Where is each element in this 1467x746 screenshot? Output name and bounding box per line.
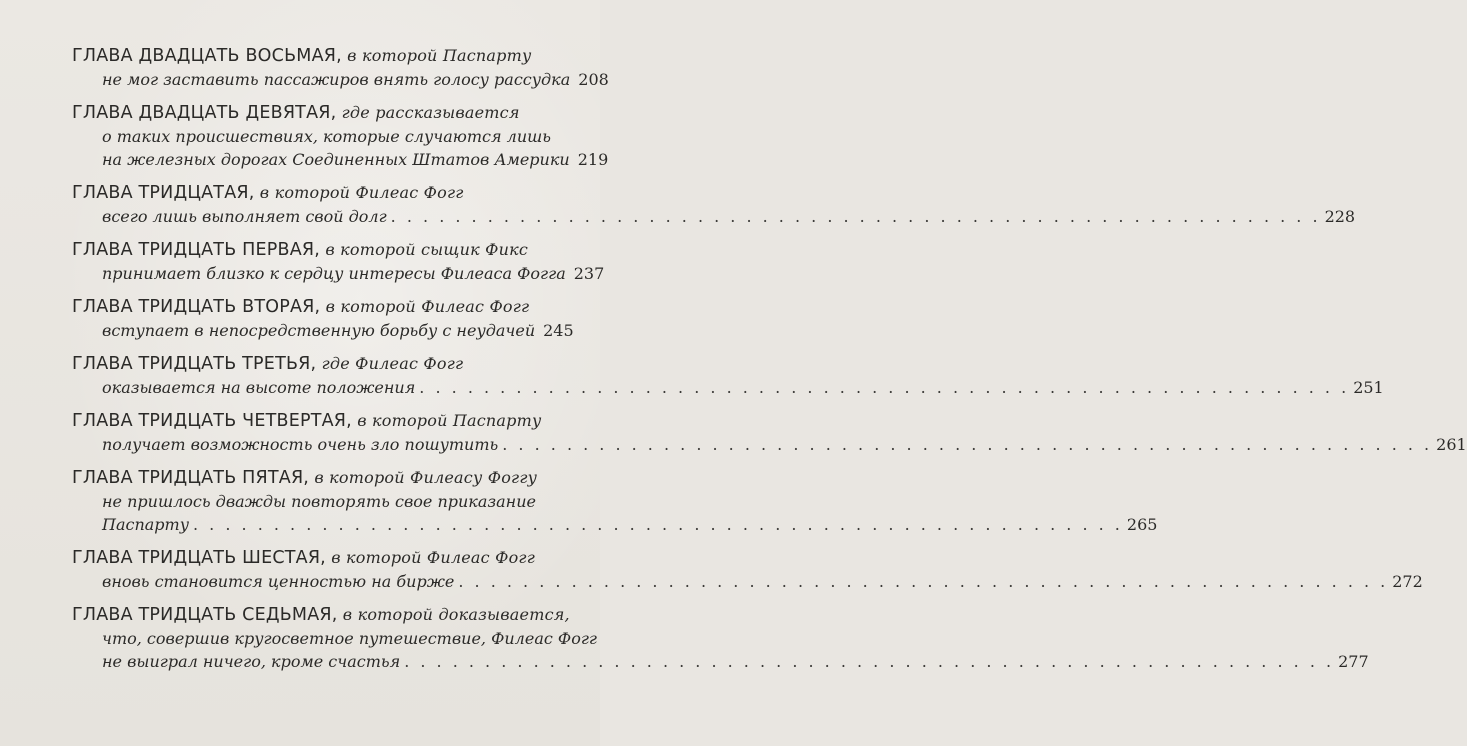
toc-entry xyxy=(72,546,1423,593)
chapter-subtitle-lead: в которой Паспарту xyxy=(351,411,542,430)
leader-dots xyxy=(391,205,1321,228)
subtitle-text: принимает близко к сердцу интересы Филеаса Фогга xyxy=(102,264,566,283)
chapter-heading: ГЛАВА ТРИДЦАТЬ ПЯТАЯ, xyxy=(72,468,310,488)
toc-entry xyxy=(72,295,574,342)
chapter-title xyxy=(72,101,566,125)
chapter-subtitle-line xyxy=(72,433,1467,456)
chapter-subtitle-line xyxy=(72,513,1158,536)
chapter-heading: ГЛАВА ТРИДЦАТАЯ, xyxy=(72,183,255,203)
chapter-title xyxy=(72,238,566,262)
toc-entry xyxy=(72,603,1369,673)
chapter-subtitle-line xyxy=(72,650,1369,673)
chapter-title xyxy=(72,44,566,68)
chapter-heading: ГЛАВА ТРИДЦАТЬ ВТОРАЯ, xyxy=(72,297,321,317)
chapter-heading: ГЛАВА ТРИДЦАТЬ ЧЕТВЕРТАЯ, xyxy=(72,411,352,431)
page-number: 277 xyxy=(1338,652,1369,671)
subtitle-text: Паспарту xyxy=(102,515,189,534)
subtitle-text: всего лишь выполняет свой долг xyxy=(102,207,387,226)
chapter-subtitle-lead: в которой Филеас Фогг xyxy=(325,548,535,567)
toc-entry xyxy=(72,181,1356,228)
toc-entry xyxy=(72,466,1158,536)
subtitle-text: получает возможность очень зло пошутить xyxy=(102,435,499,454)
chapter-subtitle-line xyxy=(72,262,605,285)
chapter-heading: ГЛАВА ТРИДЦАТЬ СЕДЬМАЯ, xyxy=(72,605,338,625)
leader-dots xyxy=(419,376,1349,399)
toc-entry xyxy=(72,101,609,171)
subtitle-text: вновь становится ценностью на бирже xyxy=(102,572,455,591)
page-number: 272 xyxy=(1392,572,1423,591)
leader-dots xyxy=(404,650,1334,673)
chapter-subtitle-lead: где Филеас Фогг xyxy=(316,354,464,373)
chapter-title xyxy=(72,409,566,433)
toc-entry xyxy=(72,238,605,285)
chapter-subtitle-line xyxy=(72,319,574,342)
subtitle-text: что, совершив кругосветное путешествие, Филеас Фогг xyxy=(102,629,597,648)
subtitle-text: оказывается на высоте положения xyxy=(102,378,416,397)
page-number: 228 xyxy=(1324,207,1356,226)
subtitle-text: не мог заставить пассажиров внять голосу рассудка xyxy=(102,70,571,89)
subtitle-text: на железных дорогах Соединенных Штатов Америки xyxy=(102,150,570,169)
toc-entry xyxy=(72,44,609,91)
chapter-subtitle-line xyxy=(72,205,1356,228)
leader-dots xyxy=(458,570,1388,593)
chapter-subtitle-lead: в которой Паспарту xyxy=(341,46,532,65)
page-number: 245 xyxy=(543,321,574,340)
chapter-subtitle-lead: где рассказывается xyxy=(336,103,520,122)
chapter-subtitle-lead: в которой доказывается, xyxy=(337,605,570,624)
chapter-title xyxy=(72,603,570,627)
chapter-subtitle-lead: в которой Филеас Фогг xyxy=(320,297,530,316)
leader-dots xyxy=(502,433,1432,456)
subtitle-text: о таких происшествиях, которые случаются лишь xyxy=(102,127,552,146)
page-number: 261 xyxy=(1436,435,1467,454)
chapter-subtitle-lead: в которой сыщик Фикс xyxy=(320,240,529,259)
toc-entry xyxy=(72,352,1384,399)
chapter-subtitle-line xyxy=(72,627,597,650)
leader-dots xyxy=(193,513,1123,536)
chapter-subtitle-lead: в которой Филеасу Фоггу xyxy=(309,468,538,487)
chapter-subtitle-line xyxy=(72,490,566,513)
subtitle-text: вступает в непосредственную борьбу с неудачей xyxy=(102,321,536,340)
subtitle-text: не пришлось дважды повторять свое приказание xyxy=(102,492,536,511)
chapter-subtitle-lead: в которой Филеас Фогг xyxy=(254,183,464,202)
subtitle-text: не выиграл ничего, кроме счастья xyxy=(102,652,401,671)
chapter-title xyxy=(72,546,566,570)
page-number: 237 xyxy=(573,264,605,283)
page-number: 251 xyxy=(1353,378,1384,397)
chapter-title xyxy=(72,466,566,490)
chapter-title xyxy=(72,352,566,376)
toc-entry xyxy=(72,409,1467,456)
chapter-heading: ГЛАВА ДВАДЦАТЬ ВОСЬМАЯ, xyxy=(72,46,342,66)
chapter-subtitle-line xyxy=(72,570,1423,593)
page-number: 208 xyxy=(578,70,609,89)
chapter-heading: ГЛАВА ТРИДЦАТЬ ТРЕТЬЯ, xyxy=(72,354,317,374)
chapter-subtitle-line xyxy=(72,68,609,91)
chapter-heading: ГЛАВА ТРИДЦАТЬ ПЕРВАЯ, xyxy=(72,240,321,260)
chapter-heading: ГЛАВА ТРИДЦАТЬ ШЕСТАЯ, xyxy=(72,548,326,568)
page-number: 219 xyxy=(577,150,609,169)
chapter-heading: ГЛАВА ДВАДЦАТЬ ДЕВЯТАЯ, xyxy=(72,103,337,123)
chapter-subtitle-line xyxy=(72,125,566,148)
chapter-subtitle-line xyxy=(72,148,609,171)
chapter-title xyxy=(72,181,566,205)
page-number: 265 xyxy=(1126,515,1158,534)
chapter-subtitle-line xyxy=(72,376,1384,399)
chapter-title xyxy=(72,295,566,319)
